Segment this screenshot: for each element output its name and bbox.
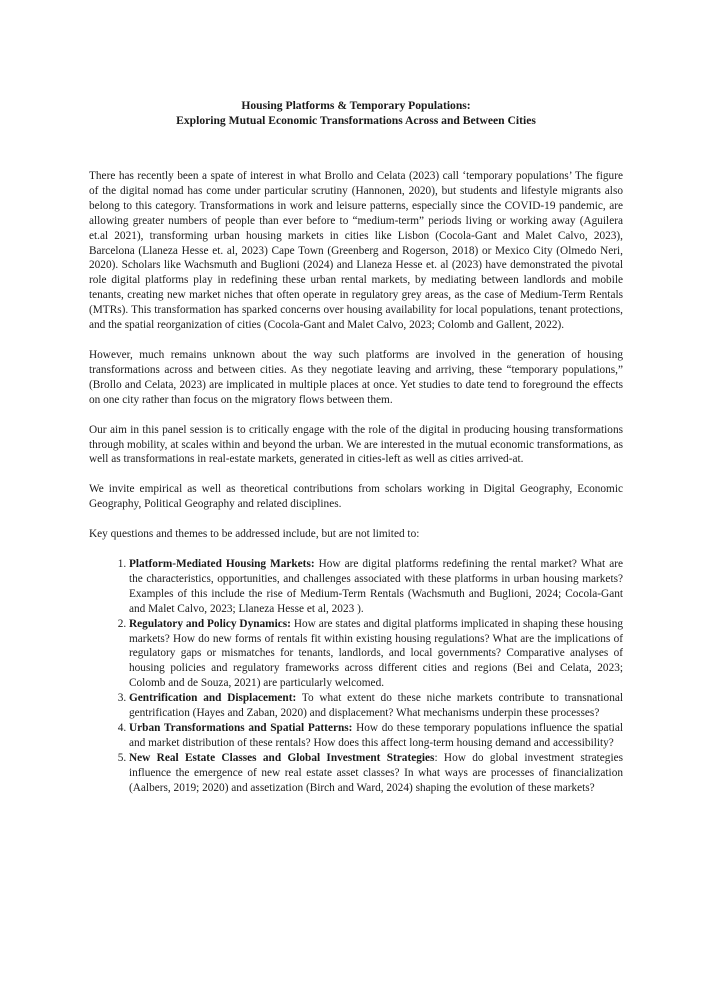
list-item <box>129 691 623 721</box>
theme-heading: Platform-Mediated Housing Markets: <box>129 558 315 571</box>
paragraph-unknowns: However, much remains unknown about the way such platforms are involved in the generation of housing transformations across and between cities. As they negotiate leaving and arriving, these “temporary populations,” (Brollo and Celata, 2023) are implicated in multiple places at once. Yet studies to date tend to foreground the effects on one city rather than focus on the migratory flows between them. <box>89 348 623 406</box>
title-line-2: Exploring Mutual Economic Transformations Across and Between Cities <box>176 114 536 127</box>
theme-text: To what extent do these niche markets contribute to transnational gentrification (Hayes and Zaban, 2020) and displacement? What mechanisms underpin these processes? <box>129 692 624 720</box>
paragraph-aim: Our aim in this panel session is to critically engage with the role of the digital in producing housing transformations through mobility, at scales within and beyond the urban. We are interested in the mutual economic transformations, as well as transformations in real-estate markets, generated in cities-left as well as cities arrived-at. <box>89 423 623 466</box>
list-item <box>129 751 623 796</box>
list-item <box>129 721 623 751</box>
list-item <box>129 617 623 692</box>
title-line-1: Housing Platforms & Temporary Populations: <box>241 99 471 112</box>
theme-heading: Regulatory and Policy Dynamics: <box>129 617 291 630</box>
theme-text: How are states and digital platforms implicated in shaping these housing markets? How do new forms of rentals fit within existing housing regulations? What are the implications of regulatory gaps or mismatches for tenants, landlords, and local governments? Comparative analyses of housing policies and regulatory frameworks across different cities and regions (Bei and Celata, 2023; Colomb and de Souza, 2021) are particularly welcomed. <box>129 617 623 690</box>
theme-heading: New Real Estate Classes and Global Investment Strategies <box>129 751 435 764</box>
document-page <box>89 98 623 796</box>
list-item <box>129 557 623 617</box>
theme-heading: Gentrification and Displacement: <box>129 692 297 705</box>
theme-text: : How do global investment strategies influence the emergence of new real estate asset classes? In what ways are processes of financialization (Aalbers, 2019; 2020) and assetization (Birch and Ward, 2024) shaping the evolution of these markets? <box>129 751 623 794</box>
themes-list <box>89 557 623 796</box>
theme-text: How do these temporary populations influence the spatial and market distribution of these rentals? How does this affect long-term housing demand and accessibility? <box>129 722 623 749</box>
paragraph-invitation: We invite empirical as well as theoretical contributions from scholars working in Digital Geography, Economic Geography, Political Geography and related disciplines. <box>89 483 623 511</box>
document-title <box>89 98 623 128</box>
theme-heading: Urban Transformations and Spatial Patterns: <box>129 722 353 734</box>
paragraph-intro: There has recently been a spate of interest in what Brollo and Celata (2023) call ‘temporary populations’ The figure of the digital nomad has come under particular scrutiny (Hannonen, 2020), but students and lifestyle migrants also belong to this category. Transformations in work and leisure patterns, especially since the COVID-19 pandemic, are allowing greater numbers of people than ever before to “medium-term” periods living or working away (Aguilera et.al 2021), transforming urban housing markets in cities like Lisbon (Cocola-Gant and Malet Calvo, 2023), Barcelona (Llaneza Hesse et. al, 2023) Cape Town (Greenberg and Rogerson, 2018) or Mexico City (Olmedo Neri, 2020). Scholars like Wachsmuth and Buglioni (2024) and Llaneza Hesse et. al (2023) have demonstrated the pivotal role digital platforms play in redefining these urban rental markets, by mediating between landlords and mobile tenants, creating new market niches that often operate in regulatory grey areas, as the case of Medium-Term Rentals (MTRs). This transformation has sparked concerns over housing availability for local populations, tenant protections, and the spatial reorganization of cities (Cocola-Gant and Malet Calvo, 2023; Colomb and Gallent, 2022). <box>89 170 623 332</box>
paragraph-key-questions: Key questions and themes to be addressed include, but are not limited to: <box>89 528 420 541</box>
theme-text: How are digital platforms redefining the rental market? What are the characteristics, opportunities, and challenges associated with these platforms in urban housing markets? Examples of this include the rise of Medium-Term Rentals (Wachsmuth and Buglioni, 2024; Cocola-Gant and Malet Calvo, 2023; Llaneza Hesse et al, 2023 ). <box>129 558 623 615</box>
